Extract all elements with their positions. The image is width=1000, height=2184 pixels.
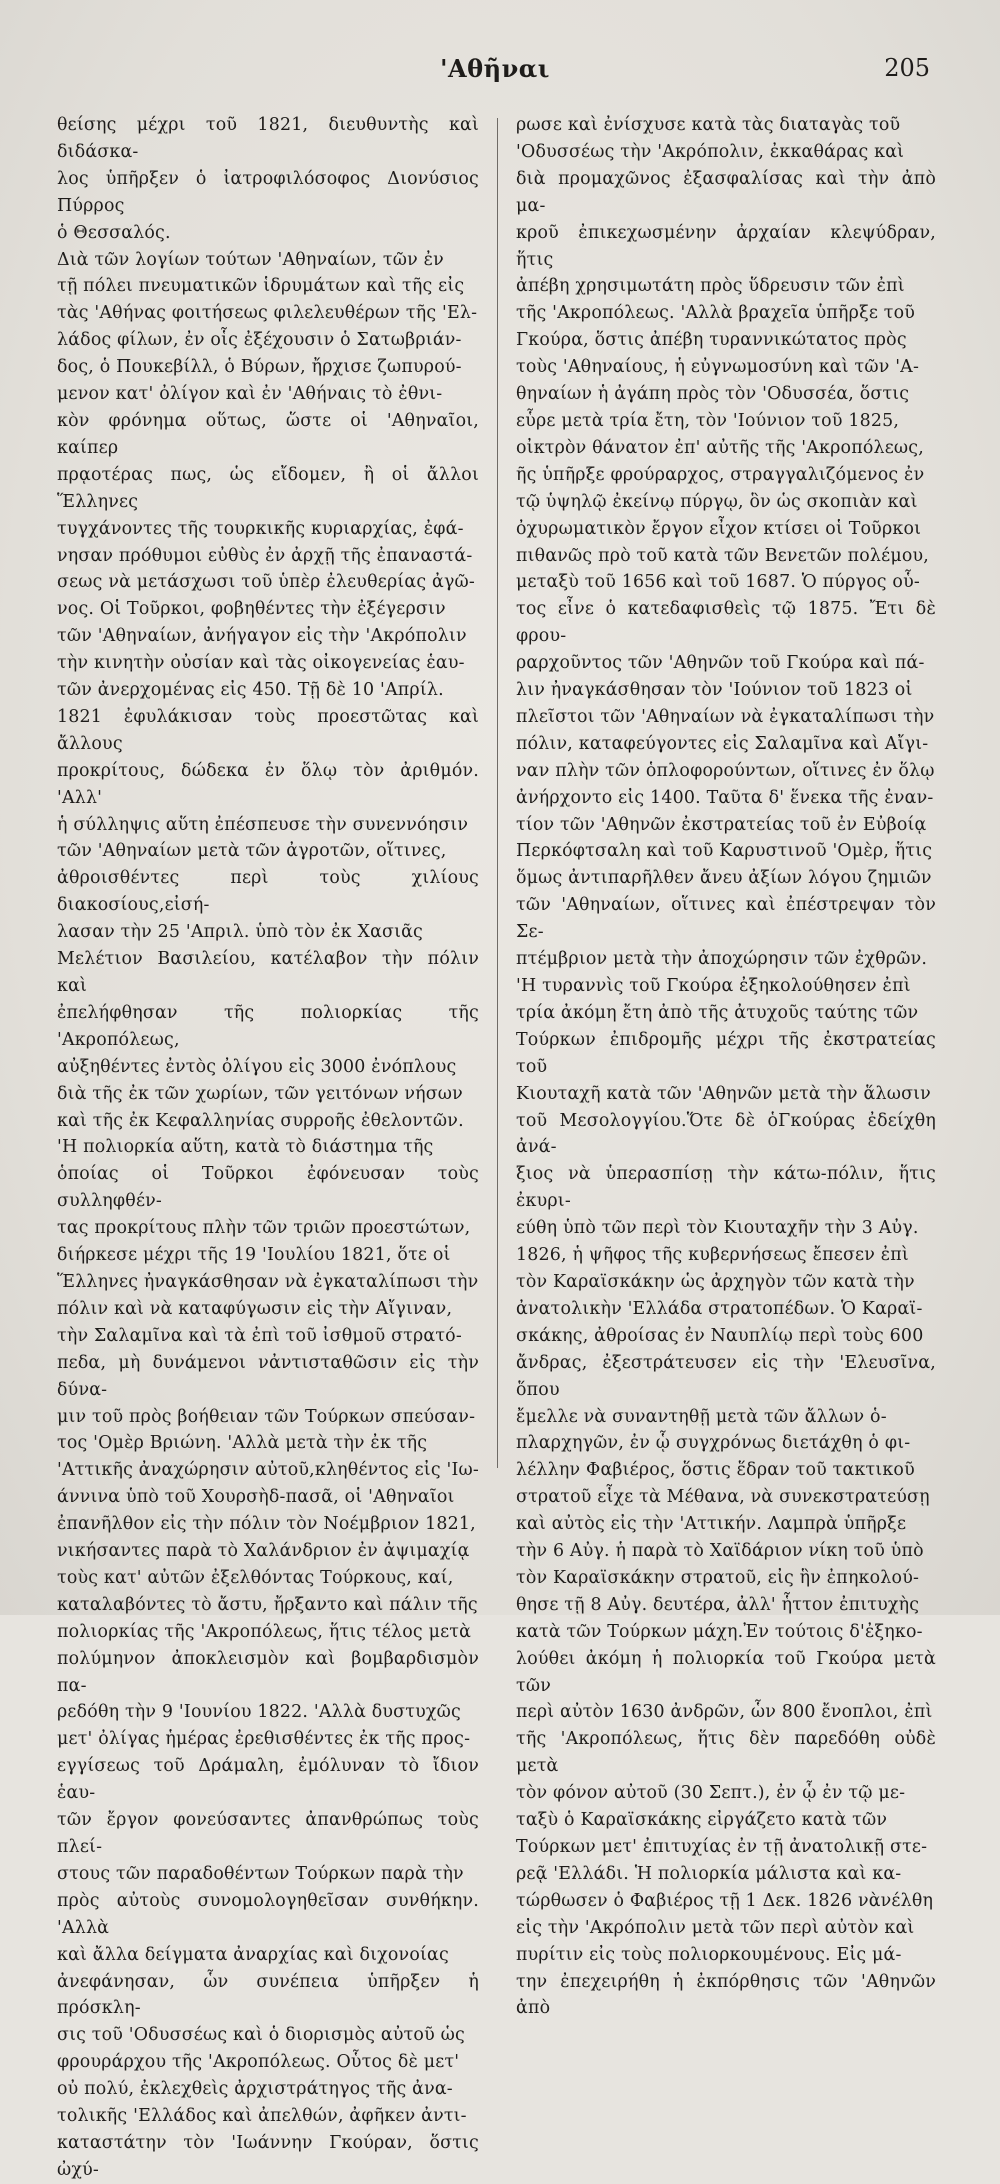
running-title: 'Αθῆναι bbox=[440, 54, 550, 83]
page-number: 205 bbox=[884, 54, 930, 82]
left-column-text: θείσης μέχρι τοῦ 1821, διευθυντὴς καὶ διδάσκα- λος ὑπῆρξεν ὁ ἰατροφιλόσοφος Διονύσιος Πύρρος ὁ Θεσσαλός. Διὰ τῶν λογίων τούτων 'Αθηναίων, τῶν ἐν τῇ πόλει πνευματικῶν ἱδρυμάτων καὶ τῆς εἰς τὰς 'Αθήνας φοιτήσεως φιλελευθέρων τῆς 'Ελ- λάδος φίλων, ἐν οἷς ἐξέχουσιν ὁ Σατωβριάν- δος, ὁ Πουκεβίλλ, ὁ Βύρων, ἤρχισε ζωπυρού- μενον κατ' ὀλίγον καὶ ἐν 'Αθήναις τὸ ἐθνι- κὸν φρόνημα οὕτως, ὥστε οἱ 'Αθηναῖοι, καίπερ πρᾳοτέρας πως, ὡς εἴδομεν, ἢ οἱ ἄλλοι Ἕλληνες τυγχάνοντες τῆς τουρκικῆς κυριαρχίας, ἐφά- νησαν πρόθυμοι εὐθὺς ἐν ἀρχῇ τῆς ἐπαναστά- σεως νὰ μετάσχωσι τοῦ ὑπὲρ ἐλευθερίας ἀγῶ- νος. Οἱ Τοῦρκοι, φοβηθέντες τὴν ἐξέγερσιν τῶν 'Αθηναίων, ἀνήγαγον εἰς τὴν 'Ακρόπολιν τὴν κινητὴν οὐσίαν καὶ τὰς οἰκογενείας ἑαυ- τῶν ἀνερχομένας εἰς 450. Τῇ δὲ 10 'Απρίλ. 1821 ἐφυλάκισαν τοὺς προεστῶτας καὶ ἄλλους προκρίτους, δώδεκα ἐν ὅλῳ τὸν ἀριθμόν. 'Αλλ' ἡ σύλληψις αὕτη ἐπέσπευσε τὴν συνεννόησιν τῶν 'Αθηναίων μετὰ τῶν ἀγροτῶν, οἵτινες, ἀθροισθέντες περὶ τοὺς χιλίους διακοσίους,εἰσή- λασαν τὴν 25 'Απριλ. ὑπὸ τὸν ἐκ Χασιᾶς Μελέτιον Βασιλείου, κατέλαβον τὴν πόλιν καὶ ἐπελήφθησαν τῆς πολιορκίας τῆς 'Ακροπόλεως, αὐξηθέντες ἐντὸς ὀλίγου εἰς 3000 ἐνόπλους διὰ τῆς ἐκ τῶν χωρίων, τῶν γειτόνων νήσων καὶ τῆς ἐκ Κεφαλληνίας συρροῆς ἐθελοντῶν. 'Η πολιορκία αὕτη, κατὰ τὸ διάστημα τῆς ὁποίας οἱ Τοῦρκοι ἐφόνευσαν τοὺς συλληφθέν- τας προκρίτους πλὴν τῶν τριῶν προεστώτων, διήρκεσε μέχρι τῆς 19 'Ιουλίου 1821, ὅτε οἱ Ἕλληνες ἠναγκάσθησαν νὰ ἐγκαταλίπωσι τὴν πόλιν καὶ νὰ καταφύγωσιν εἰς τὴν Αἴγιναν, τὴν Σαλαμῖνα καὶ τὰ ἐπὶ τοῦ ἰσθμοῦ στρατό- πεδα, μὴ δυνάμενοι νἀντισταθῶσιν εἰς τὴν δύνα- μιν τοῦ πρὸς βοήθειαν τῶν Τούρκων σπεύσαν- τος 'Ομὲρ Βριώνη. 'Αλλὰ μετὰ τὴν ἐκ τῆς 'Αττικῆς ἀναχώρησιν αὐτοῦ,κληθέντος εἰς 'Ιω- άννινα ὑπὸ τοῦ Χουρσὴδ-πασᾶ, οἱ 'Αθηναῖοι ἐπανῆλθον εἰς τὴν πόλιν τὸν Νοέμβριον 1821, νικήσαντες παρὰ τὸ Χαλάνδριον ἐν ἀψιμαχίᾳ τοὺς κατ' αὐτῶν ἐξελθόντας Τούρκους, καί, καταλαβόντες τὸ ἄστυ, ἤρξαντο καὶ πάλιν τῆς πολιορκίας τῆς 'Ακροπόλεως, ἥτις τέλος μετὰ πολύμηνον ἀποκλεισμὸν καὶ βομβαρδισμὸν πα- ρεδόθη τὴν 9 'Ιουνίου 1822. 'Αλλὰ δυστυχῶς μετ' ὀλίγας ἡμέρας ἐρεθισθέντες ἐκ τῆς προς- εγγίσεως τοῦ Δράμαλη, ἐμόλυναν τὸ ἴδιον ἑαυ- τῶν ἔργον φονεύσαντες ἀπανθρώπως τοὺς πλεί- στους τῶν παραδοθέντων Τούρκων παρὰ τὴν πρὸς αὐτοὺς συνομολογηθεῖσαν συνθήκην. 'Αλλὰ καὶ ἄλλα δείγματα ἀναρχίας καὶ διχονοίας ἀνεφάνησαν, ὧν συνέπεια ὑπῆρξεν ἡ πρόσκλη- σις τοῦ 'Οδυσσέως καὶ ὁ διορισμὸς αὐτοῦ ὡς φρουράρχου τῆς 'Ακροπόλεως. Οὗτος δὲ μετ' οὐ πολύ, ἐκλεχθεὶς ἀρχιστράτηγος τῆς ἀνα- τολικῆς 'Ελλάδος καὶ ἀπελθών, ἀφῆκεν ἀντι- καταστάτην τὸν 'Ιωάννην Γκούραν, ὅστις ὠχύ- bbox=[57, 115, 479, 2180]
right-column bbox=[516, 112, 936, 2022]
left-column bbox=[57, 112, 479, 2184]
page-header bbox=[60, 50, 930, 90]
column-divider bbox=[497, 118, 498, 1468]
right-column-text: ρωσε καὶ ἐνίσχυσε κατὰ τὰς διαταγὰς τοῦ 'Οδυσσέως τὴν 'Ακρόπολιν, ἐκκαθάρας καὶ διὰ προμαχῶνος ἐξασφαλίσας καὶ τὴν ἀπὸ μα- κροῦ ἐπικεχωσμένην ἀρχαίαν κλεψύδραν, ἥτις ἀπέβη χρησιμωτάτη πρὸς ὕδρευσιν τῶν ἐπὶ τῆς 'Ακροπόλεως. 'Αλλὰ βραχεῖα ὑπῆρξε τοῦ Γκούρα, ὅστις ἀπέβη τυραννικώτατος πρὸς τοὺς 'Αθηναίους, ἡ εὐγνωμοσύνη καὶ τῶν 'Α- θηναίων ἡ ἀγάπη πρὸς τὸν 'Οδυσσέα, ὅστις εὗρε μετὰ τρία ἔτη, τὸν 'Ιούνιον τοῦ 1825, οἰκτρὸν θάνατον ἐπ' αὐτῆς τῆς 'Ακροπόλεως, ῆς ὑπῆρξε φρούραρχος, στραγγαλιζόμενος ἐν τῷ ὑψηλῷ ἐκείνῳ πύργῳ, ὃν ὡς σκοπιὰν καὶ ὀχυρωματικὸν ἔργον εἶχον κτίσει οἱ Τοῦρκοι πιθανῶς πρὸ τοῦ κατὰ τῶν Βενετῶν πολέμου, μεταξὺ τοῦ 1656 καὶ τοῦ 1687. Ὁ πύργος οὗ- τος εἶνε ὁ κατεδαφισθεὶς τῷ 1875. Ἔτι δὲ φρου- ραρχοῦντος τῶν 'Αθηνῶν τοῦ Γκούρα καὶ πά- λιν ἠναγκάσθησαν τὸν 'Ιούνιον τοῦ 1823 οἱ πλεῖστοι τῶν 'Αθηναίων νὰ ἐγκαταλίπωσι τὴν πόλιν, καταφεύγοντες εἰς Σαλαμῖνα καὶ Αἴγι- ναν πλὴν τῶν ὁπλοφορούντων, οἵτινες ἐν ὅλῳ ἀνήρχοντο εἰς 1400. Ταῦτα δ' ἕνεκα τῆς ἐναν- τίον τῶν 'Αθηνῶν ἐκστρατείας τοῦ ἐν Εὐβοίᾳ Περκόφτσαλη καὶ τοῦ Καρυστινοῦ 'Ομὲρ, ἥτις ὅμως ἀντιπαρῆλθεν ἄνευ ἀξίων λόγου ζημιῶν τῶν 'Αθηναίων, οἵτινες καὶ ἐπέστρεψαν τὸν Σε- πτέμβριον μετὰ τὴν ἀποχώρησιν τῶν ἐχθρῶν. 'Η τυραννὶς τοῦ Γκούρα ἐξηκολούθησεν ἐπὶ τρία ἀκόμη ἔτη ἀπὸ τῆς ἀτυχοῦς ταύτης τῶν Τούρκων ἐπιδρομῆς μέχρι τῆς ἐκστρατείας τοῦ Κιουταχῆ κατὰ τῶν 'Αθηνῶν μετὰ τὴν ἅλωσιν τοῦ Μεσολογγίου.Ὅτε δὲ ὁΓκούρας ἐδείχθη ἀνά- ξιος νὰ ὑπερασπίσῃ τὴν κάτω-πόλιν, ἥτις ἐκυρι- εύθη ὑπὸ τῶν περὶ τὸν Κιουταχῆν τὴν 3 Αὐγ. 1826, ἡ ψῆφος τῆς κυβερνήσεως ἔπεσεν ἐπὶ τὸν Καραϊσκάκην ὡς ἀρχηγὸν τῶν κατὰ τὴν ἀνατολικὴν 'Ελλάδα στρατοπέδων. Ὁ Καραϊ- σκάκης, ἀθροίσας ἐν Ναυπλίῳ περὶ τοὺς 600 ἄνδρας, ἐξεστράτευσεν εἰς τὴν 'Ελευσῖνα, ὅπου ἔμελλε νὰ συναντηθῇ μετὰ τῶν ἄλλων ὁ- πλαρχηγῶν, ἐν ᾧ συγχρόνως διετάχθη ὁ φι- λέλλην Φαβιέρος, ὅστις ἕδραν τοῦ τακτικοῦ στρατοῦ εἶχε τὰ Μέθανα, νὰ συνεκστρατεύσῃ καὶ αὐτὸς εἰς τὴν 'Αττικήν. Λαμπρὰ ὑπῆρξε τὴν 6 Αὐγ. ἡ παρὰ τὸ Χαϊδάριον νίκη τοῦ ὑπὸ τὸν Καραϊσκάκην στρατοῦ, εἰς ἣν ἐπηκολού- θησε τῇ 8 Αὐγ. δευτέρα, ἀλλ' ἧττον ἐπιτυχὴς κατὰ τῶν Τούρκων μάχη.Ἐν τούτοις δ'ἐξηκο- λούθει ἀκόμη ἡ πολιορκία τοῦ Γκούρα μετὰ τῶν περὶ αὐτὸν 1630 ἀνδρῶν, ὧν 800 ἔνοπλοι, ἐπὶ τῆς 'Ακροπόλεως, ἥτις δὲν παρεδόθη οὐδὲ μετὰ τὸν φόνον αὐτοῦ (30 Σεπτ.), ἐν ᾧ ἐν τῷ με- ταξὺ ὁ Καραϊσκάκης εἰργάζετο κατὰ τῶν Τούρκων μετ' ἐπιτυχίας ἐν τῇ ἀνατολικῇ στε- ρεᾷ 'Ελλάδι. Ἡ πολιορκία μάλιστα καὶ κα- τώρθωσεν ὁ Φαβιέρος τῇ 1 Δεκ. 1826 νὰνέλθη εἰς τὴν 'Ακρόπολιν μετὰ τῶν περὶ αὐτὸν καὶ πυρίτιν εἰς τοὺς πολιορκουμένους. Εἰς μά- την ἐπεχειρήθη ἡ ἐκπόρθησις τῶν 'Αθηνῶν ἀπὸ bbox=[516, 115, 936, 2019]
